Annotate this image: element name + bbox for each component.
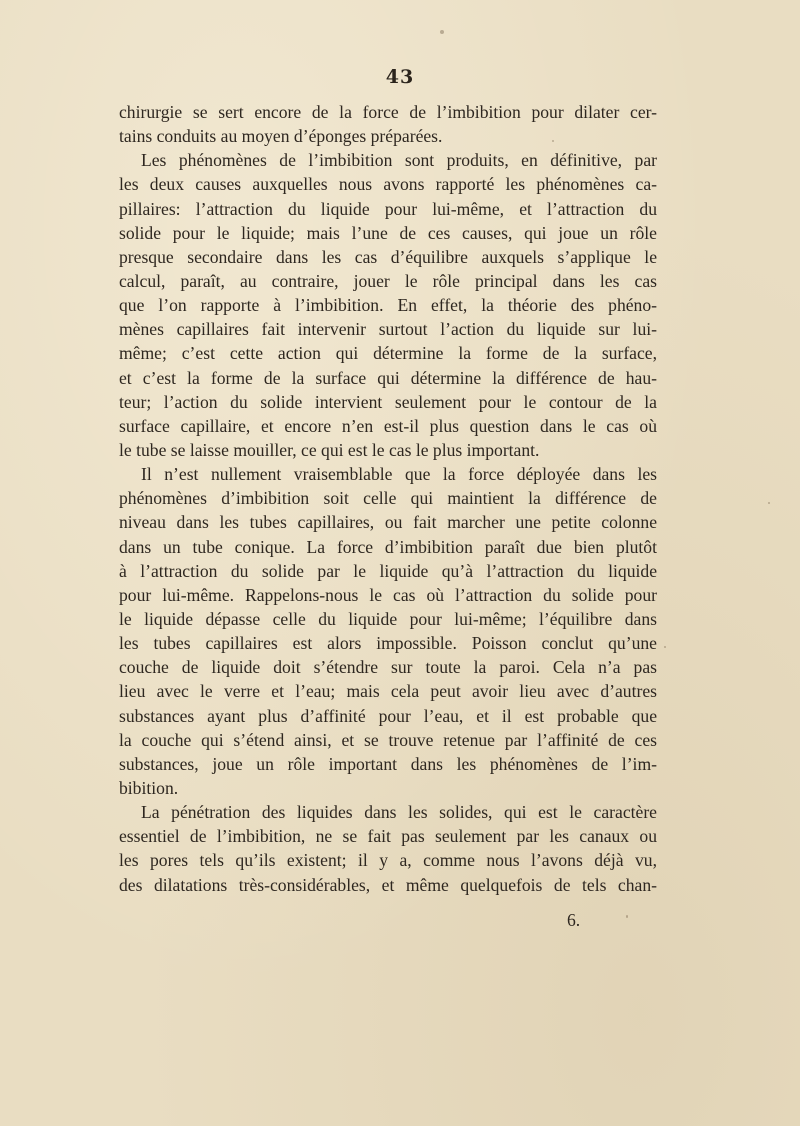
text-line: même; c’est cette action qui détermine la forme de la surface, xyxy=(119,343,657,364)
text-line: substances, joue un rôle important dans les phénomènes de l’im- xyxy=(119,753,657,774)
text-line: que l’on rapporte à l’imbibition. En effet, la théorie des phéno- xyxy=(119,295,657,316)
text-line: substances ayant plus d’affinité pour l’eau, et il est probable que xyxy=(119,705,657,726)
text-line: calcul, paraît, au contraire, jouer le rôle principal dans les cas xyxy=(119,270,657,291)
text-line: des dilatations très-considérables, et même quelquefois de tels chan- xyxy=(119,874,657,895)
text-line: lieu avec le verre et l’eau; mais cela peut avoir lieu avec d’autres xyxy=(119,681,657,702)
text-line: La pénétration des liquides dans les solides, qui est le caractère xyxy=(141,802,657,823)
text-line: à l’attraction du solide par le liquide qu’à l’attraction du liquide xyxy=(119,560,657,581)
text-line: bibition. xyxy=(119,777,179,798)
text-line: pour lui-même. Rappelons-nous le cas où l’attraction du solide pour xyxy=(119,584,657,605)
paper-speck xyxy=(626,915,628,918)
text-line: teur; l’action du solide intervient seulement pour le contour de la xyxy=(119,391,657,412)
text-line: solide pour le liquide; mais l’une de ces causes, qui joue un rôle xyxy=(119,222,657,243)
paper-speck xyxy=(768,502,770,504)
text-line: le tube se laisse mouiller, ce qui est le cas le plus important. xyxy=(119,439,540,460)
text-line: niveau dans les tubes capillaires, ou fait marcher une petite colonne xyxy=(119,512,657,533)
body-text xyxy=(119,100,657,897)
text-line: tains conduits au moyen d’éponges préparées. xyxy=(119,126,443,147)
paper-speck xyxy=(552,140,554,142)
paper-speck xyxy=(440,30,444,34)
text-line: la couche qui s’étend ainsi, et se trouve retenue par l’affinité de ces xyxy=(119,729,657,750)
text-line: couche de liquide doit s’étendre sur toute la paroi. Cela n’a pas xyxy=(119,657,657,678)
text-line: mènes capillaires fait intervenir surtout l’action du liquide sur lui- xyxy=(119,319,657,340)
text-line: les deux causes auxquelles nous avons rapporté les phénomènes ca- xyxy=(119,174,657,195)
text-line: chirurgie se sert encore de la force de l’imbibition pour dilater cer- xyxy=(119,102,657,122)
paper-speck xyxy=(664,646,666,648)
text-line: essentiel de l’imbibition, ne se fait pas seulement par les canaux ou xyxy=(119,826,657,847)
text-line: et c’est la forme de la surface qui détermine la différence de hau- xyxy=(119,367,657,388)
text-line: surface capillaire, et encore n’en est-il plus question dans le cas où xyxy=(119,415,657,436)
text-line: les pores tels qu’ils existent; il y a, comme nous l’avons déjà vu, xyxy=(119,850,657,871)
text-line: Il n’est nullement vraisemblable que la force déployée dans les xyxy=(141,464,657,485)
text-line: Les phénomènes de l’imbibition sont produits, en définitive, par xyxy=(141,150,657,171)
text-line: les tubes capillaires est alors impossible. Poisson conclut qu’une xyxy=(119,633,657,654)
page-number: 43 xyxy=(385,66,415,88)
text-line: presque secondaire dans les cas d’équilibre auxquels s’applique le xyxy=(119,246,657,267)
signature-mark: 6. xyxy=(567,910,581,930)
text-line: le liquide dépasse celle du liquide pour lui-même; l’équilibre dans xyxy=(119,608,657,629)
text-line: pillaires: l’attraction du liquide pour lui-même, et l’attraction du xyxy=(119,198,657,219)
text-line: dans un tube conique. La force d’imbibition paraît due bien plutôt xyxy=(119,536,657,557)
text-line: phénomènes d’imbibition soit celle qui maintient la différence de xyxy=(119,488,657,509)
